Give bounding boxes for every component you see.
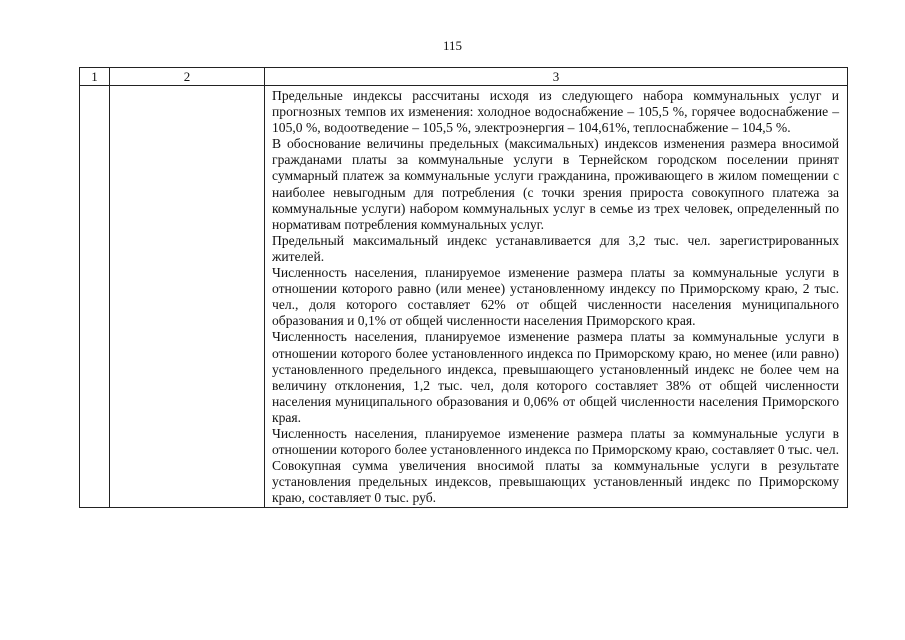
column-header-1: 1 — [80, 68, 110, 86]
table-row — [80, 86, 848, 508]
paragraph-population-within-index: Численность населения, планируемое изменение размера платы за коммунальные услуги в отношении которого равно (или менее) установленному индексу по Приморскому краю, 2 тыс. чел., доля которого составляет 62% от общей численности населения муниципального образования и 0,1% от общей численности населения Приморского края. — [272, 265, 839, 329]
cell-column-1 — [80, 86, 110, 508]
cell-column-3 — [265, 86, 848, 508]
column-header-2: 2 — [110, 68, 265, 86]
column-header-3: 3 — [265, 68, 848, 86]
page-number: 115 — [442, 38, 463, 53]
cell-column-2 — [110, 86, 265, 508]
paragraph-population-within-deviation: Численность населения, планируемое изменение размера платы за коммунальные услуги в отношении которого более установленного индекса по Приморскому краю, но менее (или равно) установленного предельного индекса, превышающего установленный индекс не более чем на величину отклонения, 1,2 тыс. чел, доля которого составляет 38% от общей численности населения муниципального образования и 0,06% от общей численности населения Приморского края. — [272, 329, 839, 425]
paragraph-population-above-index: Численность населения, планируемое изменение размера платы за коммунальные услуги в отношении которого более установленного индекса по Приморскому краю, составляет 0 тыс. чел. Совокупная сумма увеличения вносимой платы за коммунальные услуги в результате установления предельных индексов, превышающих установленный индекс по Приморскому краю, составляет 0 тыс. руб. — [272, 425, 839, 506]
paragraph-index-justification: В обоснование величины предельных (максимальных) индексов изменения размера вносимой гражданами платы за коммунальные услуги в Тернейском городском поселении принят суммарный платеж за коммунальные услуги гражданина, проживающего в жилом помещении с наиболее невыгодным для потребления (с точки зрения прироста совокупного платежа за коммунальные услуги) набором коммунальных услуг в семье из трех человек, определенный по нормативам потребления коммунальных услуг. — [272, 136, 839, 232]
table-header-row — [80, 68, 848, 86]
document-table — [79, 67, 848, 508]
paragraph-index-composition: Предельные индексы рассчитаны исходя из следующего набора коммунальных услуг и прогнозных темпов их изменения: холодное водоснабжение – 105,5 %, горячее водоснабжение – 105,0 %, водоотведение – 105,5 %, электроэнергия – 104,61%, теплоснабжение – 104,5 %. — [272, 88, 839, 136]
paragraph-registered-residents: Предельный максимальный индекс устанавливается для 3,2 тыс. чел. зарегистрированных жителей. — [272, 232, 839, 264]
